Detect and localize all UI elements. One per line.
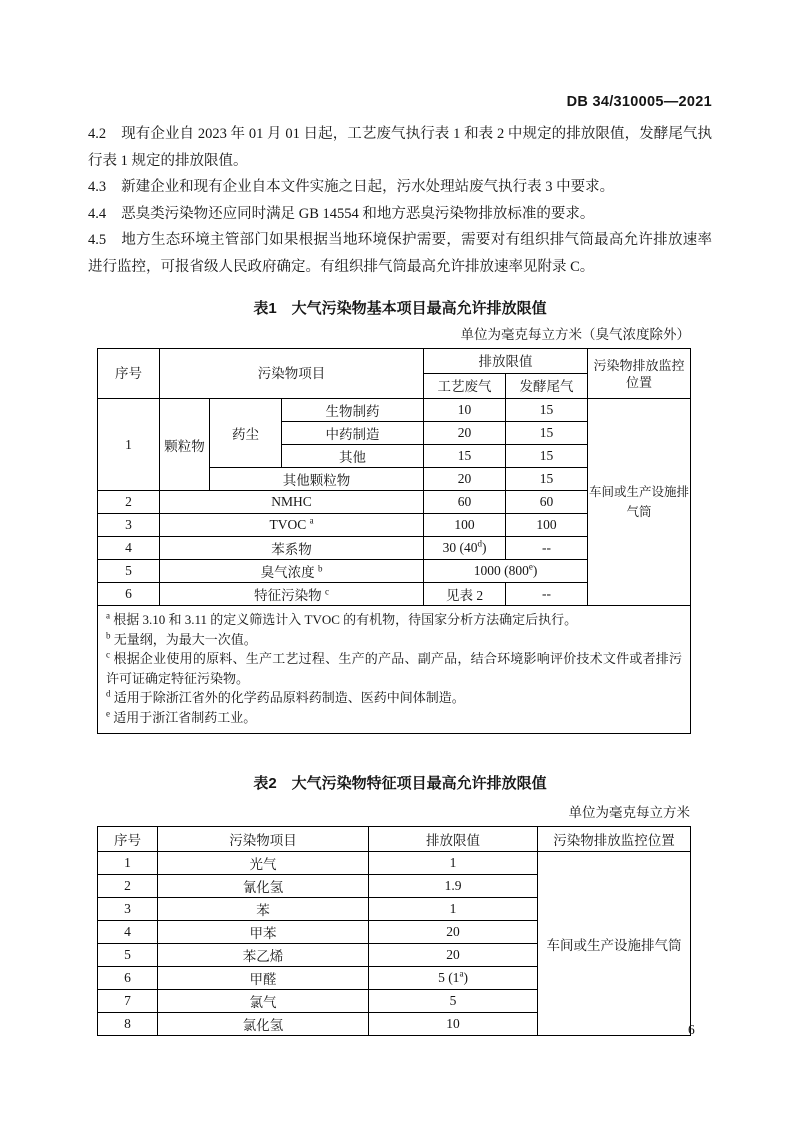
cell-limit: 1 (369, 898, 538, 921)
cell-seq: 1 (98, 852, 158, 875)
table1-header-monitor: 污染物排放监控位置 (588, 349, 691, 399)
cell-name: 氯化氢 (158, 1013, 369, 1036)
cell-seq: 8 (98, 1013, 158, 1036)
clause-number: 4.3 (88, 179, 107, 195)
cell-name: 苯乙烯 (158, 944, 369, 967)
cell-monitor: 车间或生产设施排气筒 (538, 852, 691, 1036)
footnote-d: $^d$ 适用于除浙江省外的化学药品原料药制造、医药中间体制造。 (106, 688, 465, 705)
cell-name: 臭气浓度 $^b$ (160, 560, 424, 583)
clause-text: 恶臭类污染物还应同时满足 GB 14554 和地方恶臭污染物排放标准的要求。 (121, 205, 595, 222)
table1-footnotes (98, 606, 691, 734)
cell-ferment: -- (506, 537, 588, 560)
cell-process: 100 (424, 514, 506, 537)
cell-process: 15 (424, 445, 506, 468)
cell-name: NMHC (160, 491, 424, 514)
cell-name: 氯气 (158, 990, 369, 1013)
table1-footnotes-row (98, 606, 691, 734)
cell-ferment: 15 (506, 399, 588, 422)
cell-ferment: -- (506, 583, 588, 606)
footnote-e: $^e$ 适用于浙江省制药工业。 (106, 708, 257, 725)
table1 (97, 348, 691, 734)
table2 (97, 826, 691, 1036)
cell-name: 氰化氢 (158, 875, 369, 898)
cell-limit: 1.9 (369, 875, 538, 898)
cell-seq: 3 (98, 898, 158, 921)
page-number: 6 (688, 1022, 695, 1037)
table2-header-no: 序号 (98, 827, 158, 852)
cell-limit: 10 (369, 1013, 538, 1036)
cell-limit: 1 (369, 852, 538, 875)
table1-header-limit: 排放限值 (424, 349, 588, 374)
footnote-c: $^c$ 根据企业使用的原料、生产工艺过程、生产的产品、副产品，结合环境影响评价技术文件或者排污许可证确定特征污染物。 (106, 649, 683, 686)
cell-process: 见表 2 (424, 583, 506, 606)
cell-limit: 5 (369, 990, 538, 1013)
cell-ferment: 60 (506, 491, 588, 514)
cell-seq: 6 (98, 583, 160, 606)
cell-dust: 药尘 (210, 399, 282, 468)
cell-name: 其他颗粒物 (210, 468, 424, 491)
clause-4-3 (88, 174, 712, 201)
cell-seq: 2 (98, 875, 158, 898)
table-row (98, 399, 691, 422)
cell-process: 20 (424, 422, 506, 445)
cell-name: 甲醛 (158, 967, 369, 990)
table2-header-item: 污染物项目 (158, 827, 369, 852)
clause-4-4 (88, 201, 712, 228)
cell-process: 20 (424, 468, 506, 491)
clause-number: 4.2 (88, 126, 107, 142)
cell-seq: 1 (98, 399, 160, 491)
cell-seq: 4 (98, 537, 160, 560)
footnote-a: $^a$ 根据 3.10 和 3.11 的定义筛选计入 TVOC 的有机物，待国家分析方法确定后执行。 (106, 610, 578, 627)
clause-text: 新建企业和现有企业自本文件实施之日起，污水处理站废气执行表 3 中要求。 (121, 179, 615, 195)
cell-process: 10 (424, 399, 506, 422)
clause-text: 现有企业自 2023 年 01 月 01 日起，工艺废气执行表 1 和表 2 中规定的排放限值，发酵尾气执行表 1 规定的排放限值。 (88, 126, 712, 169)
cell-name: 生物制药 (282, 399, 424, 422)
cell-limit: 20 (369, 944, 538, 967)
cell-ferment: 100 (506, 514, 588, 537)
cell-group: 颗粒物 (160, 399, 210, 491)
table1-header-ferment-gas: 发酵尾气 (506, 374, 588, 399)
cell-ferment: 15 (506, 445, 588, 468)
page-content (88, 0, 712, 1036)
clause-number: 4.4 (88, 205, 107, 222)
cell-merged-limit: 1000 (800e) (424, 560, 588, 583)
cell-seq: 6 (98, 967, 158, 990)
cell-seq: 4 (98, 921, 158, 944)
table2-header-monitor: 污染物排放监控位置 (538, 827, 691, 852)
table2-unit-note: 单位为毫克每立方米 (568, 805, 690, 820)
cell-process: 30 (40$^d$) (424, 537, 506, 560)
table1-header-item: 污染物项目 (160, 349, 424, 399)
cell-seq: 3 (98, 514, 160, 537)
clause-4-2 (88, 121, 712, 174)
cell-name: 甲苯 (158, 921, 369, 944)
cell-name: 其他 (282, 445, 424, 468)
cell-monitor: 车间或生产设施排气筒 (588, 399, 691, 606)
cell-seq: 5 (98, 560, 160, 583)
table1-title: 表1 大气污染物基本项目最高允许排放限值 (253, 300, 547, 317)
table1-header-no: 序号 (98, 349, 160, 399)
cell-limit: 5 (1$^a$) (369, 967, 538, 990)
cell-ferment: 15 (506, 468, 588, 491)
table2-header-limit: 排放限值 (369, 827, 538, 852)
footnote-b: $^b$ 无量纲，为最大一次值。 (106, 630, 257, 647)
cell-ferment: 15 (506, 422, 588, 445)
table1-unit-note: 单位为毫克每立方米（臭气浓度除外） (460, 327, 690, 342)
cell-seq: 7 (98, 990, 158, 1013)
cell-name: TVOC $^a$ (160, 514, 424, 537)
cell-limit: 20 (369, 921, 538, 944)
clause-number: 4.5 (88, 232, 107, 248)
clause-4-5 (88, 227, 712, 280)
clause-text: 地方生态环境主管部门如果根据当地环境保护需要，需要对有组织排气筒最高允许排放速率进行监控，可报省级人民政府确定。有组织排气筒最高允许排放速率见附录 C。 (88, 232, 712, 275)
cell-seq: 2 (98, 491, 160, 514)
cell-name: 光气 (158, 852, 369, 875)
cell-process: 60 (424, 491, 506, 514)
table1-header-process-gas: 工艺废气 (424, 374, 506, 399)
cell-name: 苯 (158, 898, 369, 921)
table2-title: 表2 大气污染物特征项目最高允许排放限值 (253, 775, 547, 792)
cell-name: 中药制造 (282, 422, 424, 445)
cell-name: 苯系物 (160, 537, 424, 560)
cell-name: 特征污染物 $^c$ (160, 583, 424, 606)
table-row (98, 852, 691, 875)
cell-seq: 5 (98, 944, 158, 967)
standard-number: DB 34/310005—2021 (566, 94, 712, 110)
